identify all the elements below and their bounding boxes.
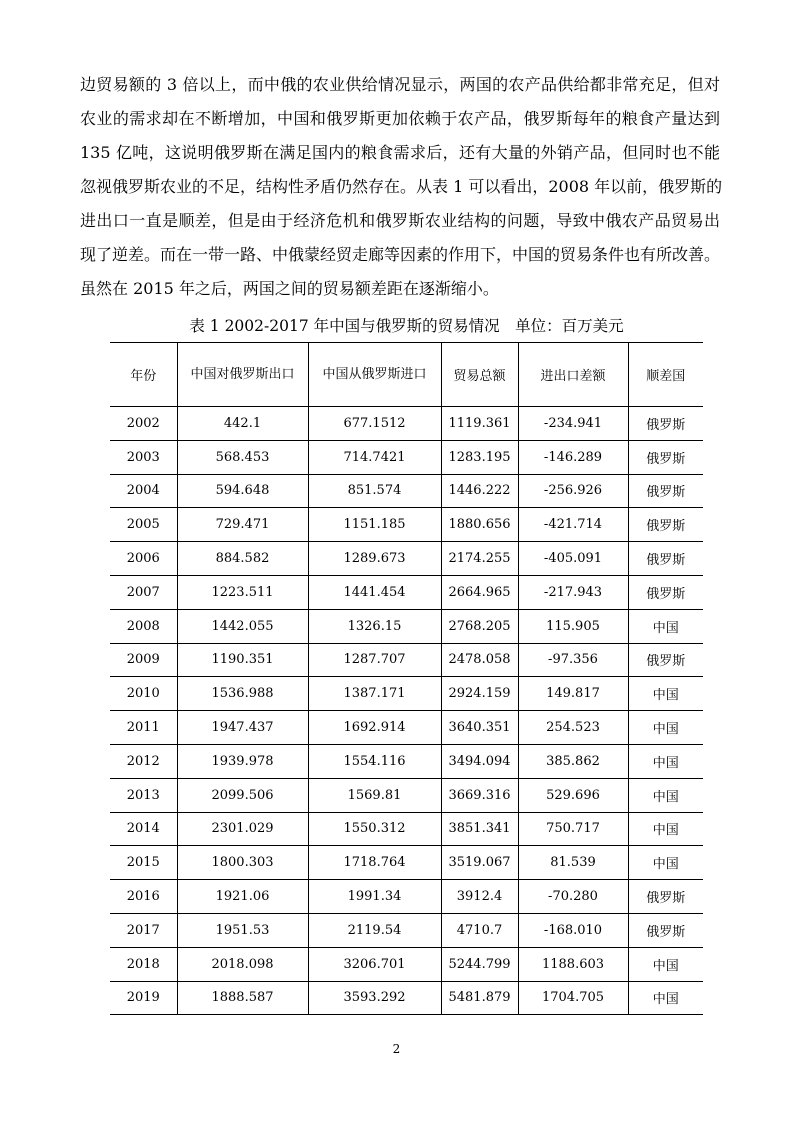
cell-balance: 385.862 (518, 744, 628, 778)
cell-import: 1569.81 (308, 778, 441, 812)
cell-export: 1800.303 (177, 846, 308, 880)
trade-table (110, 342, 703, 1015)
cell-import: 1441.454 (308, 575, 441, 609)
paragraph-line: 忽视俄罗斯农业的不足，结构性矛盾仍然存在。从表 1 可以看出，2008 年以前，俄罗斯的 (80, 177, 723, 196)
cell-export: 1947.437 (177, 711, 308, 745)
cell-balance: 529.696 (518, 778, 628, 812)
header-export: 中国对俄罗斯出口 (177, 343, 308, 407)
header-surplus: 顺差国 (628, 343, 703, 407)
cell-surplus: 俄罗斯 (628, 880, 703, 914)
cell-export: 442.1 (177, 407, 308, 441)
cell-balance: 254.523 (518, 711, 628, 745)
cell-total: 3912.4 (441, 880, 518, 914)
cell-year: 2002 (110, 407, 177, 441)
table-row (110, 846, 703, 880)
cell-import: 1387.171 (308, 677, 441, 711)
table-row (110, 981, 703, 1015)
cell-balance: 115.905 (518, 609, 628, 643)
cell-total: 1880.656 (441, 508, 518, 542)
cell-import: 1554.116 (308, 744, 441, 778)
cell-surplus: 中国 (628, 778, 703, 812)
table-header-row (110, 343, 703, 407)
cell-surplus: 中国 (628, 846, 703, 880)
cell-surplus: 俄罗斯 (628, 508, 703, 542)
cell-export: 729.471 (177, 508, 308, 542)
cell-import: 1326.15 (308, 609, 441, 643)
cell-surplus: 中国 (628, 711, 703, 745)
cell-year: 2017 (110, 913, 177, 947)
table-row (110, 711, 703, 745)
cell-total: 2478.058 (441, 643, 518, 677)
cell-export: 1921.06 (177, 880, 308, 914)
cell-export: 568.453 (177, 440, 308, 474)
cell-year: 2003 (110, 440, 177, 474)
paragraph-line: 进出口一直是顺差，但是由于经济危机和俄罗斯农业结构的问题，导致中俄农产品贸易出 (80, 211, 720, 230)
cell-year: 2005 (110, 508, 177, 542)
table-row (110, 575, 703, 609)
cell-balance: -97.356 (518, 643, 628, 677)
cell-import: 714.7421 (308, 440, 441, 474)
table-row (110, 474, 703, 508)
cell-balance: 1188.603 (518, 947, 628, 981)
cell-total: 2174.255 (441, 542, 518, 576)
cell-total: 2664.965 (441, 575, 518, 609)
cell-total: 1283.195 (441, 440, 518, 474)
cell-year: 2012 (110, 744, 177, 778)
cell-surplus: 中国 (628, 677, 703, 711)
cell-year: 2019 (110, 981, 177, 1015)
cell-year: 2015 (110, 846, 177, 880)
cell-surplus: 俄罗斯 (628, 474, 703, 508)
cell-import: 3206.701 (308, 947, 441, 981)
cell-total: 1446.222 (441, 474, 518, 508)
cell-total: 4710.7 (441, 913, 518, 947)
cell-balance: -70.280 (518, 880, 628, 914)
cell-export: 1223.511 (177, 575, 308, 609)
cell-import: 851.574 (308, 474, 441, 508)
cell-export: 2301.029 (177, 812, 308, 846)
table-row (110, 440, 703, 474)
cell-import: 1289.673 (308, 542, 441, 576)
cell-balance: -217.943 (518, 575, 628, 609)
cell-surplus: 俄罗斯 (628, 407, 703, 441)
cell-total: 3851.341 (441, 812, 518, 846)
cell-export: 1951.53 (177, 913, 308, 947)
cell-year: 2010 (110, 677, 177, 711)
cell-surplus: 中国 (628, 981, 703, 1015)
cell-export: 1888.587 (177, 981, 308, 1015)
cell-total: 3519.067 (441, 846, 518, 880)
table-body (110, 407, 703, 1015)
cell-year: 2018 (110, 947, 177, 981)
paragraph-line: 虽然在 2015 年之后，两国之间的贸易额差距在逐渐缩小。 (80, 279, 499, 298)
cell-balance: -168.010 (518, 913, 628, 947)
paragraph-line: 135 亿吨，这说明俄罗斯在满足国内的粮食需求后，还有大量的外销产品，但同时也不能 (80, 143, 720, 162)
cell-year: 2011 (110, 711, 177, 745)
cell-surplus: 俄罗斯 (628, 575, 703, 609)
cell-surplus: 中国 (628, 744, 703, 778)
cell-year: 2016 (110, 880, 177, 914)
cell-total: 3669.316 (441, 778, 518, 812)
cell-year: 2009 (110, 643, 177, 677)
cell-balance: 1704.705 (518, 981, 628, 1015)
cell-balance: -421.714 (518, 508, 628, 542)
cell-year: 2004 (110, 474, 177, 508)
table-row (110, 913, 703, 947)
cell-surplus: 中国 (628, 947, 703, 981)
cell-export: 1190.351 (177, 643, 308, 677)
cell-export: 2018.098 (177, 947, 308, 981)
cell-surplus: 中国 (628, 609, 703, 643)
paragraph-line: 农业的需求却在不断增加，中国和俄罗斯更加依赖于农产品，俄罗斯每年的粮食产量达到 (80, 109, 720, 128)
cell-balance: -256.926 (518, 474, 628, 508)
cell-balance: -146.289 (518, 440, 628, 474)
cell-year: 2006 (110, 542, 177, 576)
cell-total: 1119.361 (441, 407, 518, 441)
cell-import: 1991.34 (308, 880, 441, 914)
table-row (110, 947, 703, 981)
cell-import: 677.1512 (308, 407, 441, 441)
cell-total: 2924.159 (441, 677, 518, 711)
header-import: 中国从俄罗斯进口 (308, 343, 441, 407)
cell-import: 1287.707 (308, 643, 441, 677)
cell-balance: 149.817 (518, 677, 628, 711)
table-row (110, 812, 703, 846)
cell-total: 2768.205 (441, 609, 518, 643)
table-row (110, 677, 703, 711)
cell-total: 3494.094 (441, 744, 518, 778)
header-balance: 进出口差额 (518, 343, 628, 407)
cell-export: 2099.506 (177, 778, 308, 812)
page-number: 2 (392, 1042, 401, 1056)
table-row (110, 407, 703, 441)
cell-import: 1151.185 (308, 508, 441, 542)
table-row (110, 778, 703, 812)
paragraph-line: 边贸易额的 3 倍以上，而中俄的农业供给情况显示，两国的农产品供给都非常充足，但对 (80, 75, 720, 94)
paragraph-line: 现了逆差。而在一带一路、中俄蒙经贸走廊等因素的作用下，中国的贸易条件也有所改善。 (80, 245, 721, 264)
cell-surplus: 俄罗斯 (628, 542, 703, 576)
cell-surplus: 中国 (628, 812, 703, 846)
cell-year: 2013 (110, 778, 177, 812)
table-row (110, 609, 703, 643)
cell-export: 884.582 (177, 542, 308, 576)
cell-balance: -234.941 (518, 407, 628, 441)
cell-total: 5244.799 (441, 947, 518, 981)
table-row (110, 542, 703, 576)
cell-total: 5481.879 (441, 981, 518, 1015)
cell-import: 1718.764 (308, 846, 441, 880)
cell-balance: 750.717 (518, 812, 628, 846)
cell-import: 1692.914 (308, 711, 441, 745)
cell-import: 3593.292 (308, 981, 441, 1015)
cell-balance: -405.091 (518, 542, 628, 576)
cell-balance: 81.539 (518, 846, 628, 880)
cell-import: 1550.312 (308, 812, 441, 846)
header-total: 贸易总额 (441, 343, 518, 407)
cell-export: 1939.978 (177, 744, 308, 778)
cell-year: 2007 (110, 575, 177, 609)
cell-surplus: 俄罗斯 (628, 643, 703, 677)
table-row (110, 880, 703, 914)
table-row (110, 643, 703, 677)
cell-year: 2014 (110, 812, 177, 846)
cell-export: 594.648 (177, 474, 308, 508)
table-row (110, 508, 703, 542)
cell-export: 1442.055 (177, 609, 308, 643)
cell-year: 2008 (110, 609, 177, 643)
cell-total: 3640.351 (441, 711, 518, 745)
table-row (110, 744, 703, 778)
cell-surplus: 俄罗斯 (628, 440, 703, 474)
cell-export: 1536.988 (177, 677, 308, 711)
cell-import: 2119.54 (308, 913, 441, 947)
header-year: 年份 (110, 343, 177, 407)
table-caption: 表 1 2002-2017 年中国与俄罗斯的贸易情况 单位：百万美元 (189, 317, 624, 335)
cell-surplus: 俄罗斯 (628, 913, 703, 947)
